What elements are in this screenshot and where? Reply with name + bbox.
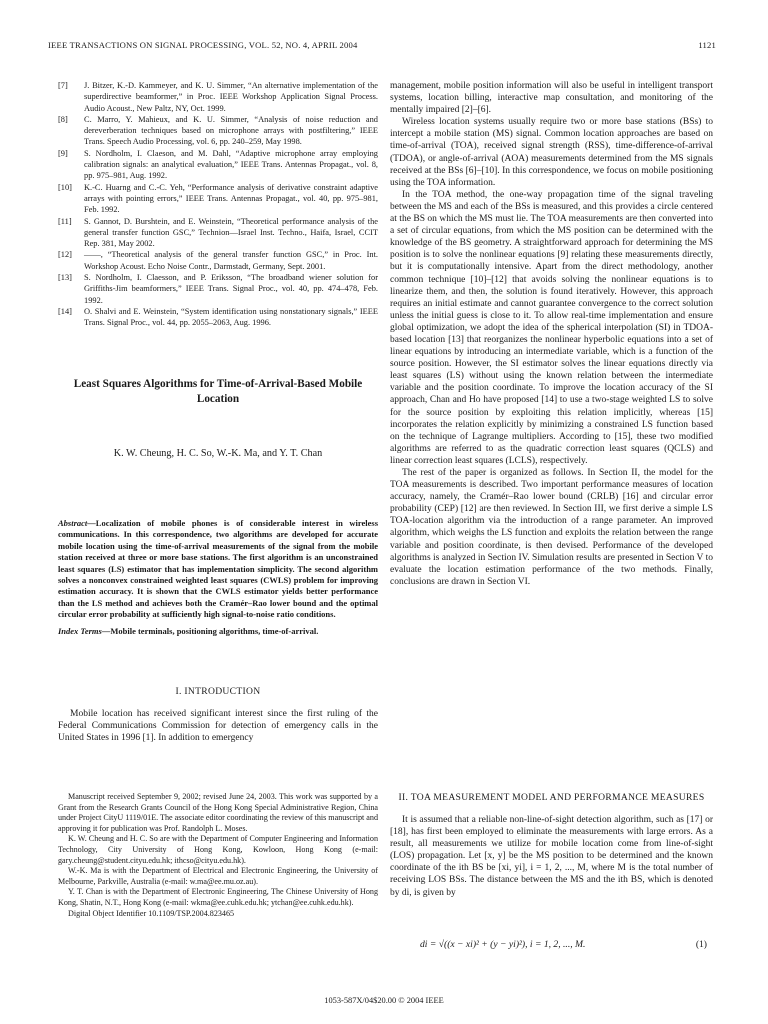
reference-text: S. Gannot, D. Burshtein, and E. Weinstein, “Theoretical performance analysis of the general transfer function GSC,” Technion—Israel Inst. Techno., Haifa, Israel, CCIT Rep. 381, May 2002. — [84, 216, 378, 249]
page-number: 1121 — [698, 40, 716, 50]
reference-item — [58, 114, 378, 148]
section-heading-toa-model: II. TOA MEASUREMENT MODEL AND PERFORMANCE MEASURES — [398, 792, 705, 803]
reference-text: O. Shalvi and E. Weinstein, “System identification using nonstationary signals,” IEEE Trans. Signal Proc., vol. 44, pp. 2055–2063, Aug. 1996. — [84, 306, 378, 328]
equation-number: (1) — [695, 939, 707, 950]
reference-list — [58, 80, 378, 329]
copyright-footer: 1053-587X/04$20.00 © 2004 IEEE — [324, 996, 444, 1005]
index-terms-label: Index Terms— — [58, 626, 111, 636]
reference-item — [58, 249, 378, 272]
reference-number: [14] — [58, 306, 72, 316]
footnote-affiliation-1: K. W. Cheung and H. C. So are with the Department of Computer Engineering and Information Technology, City University of Hong Kong, Kowloon, Hong Kong (e-mail: gary.cheung@student.cityu.edu.hk; ithcso@cityu.edu.hk). — [58, 834, 378, 865]
equation-expression: di = √((x − xi)² + (y − yi)²), i = 1, 2, ..., M. — [420, 939, 586, 950]
index-terms-text: Mobile terminals, positioning algorithms, time-of-arrival. — [110, 626, 319, 636]
reference-number: [7] — [58, 81, 68, 90]
body-paragraph: The rest of the paper is organized as follows. In Section II, the model for the TOA measurements is described. Two important performance measures of location accuracy, namely, the Cramér–Rao lower bound (CRLB) [16] and circular error probability (CEP) [12] are then reviewed. In Section III, we first derive a simple LS TOA-location algorithm via the introduction of a range parameter. An improved algorithm, which weighs the LS function and exploits the relation between the range variable and position coordinate, is then devised. Performance of the developed algorithms is analyzed in Section IV. Simulation results are presented in Section V to evaluate the location estimation performance of the two methods. Finally, conclusions are drawn in Section VI. — [390, 468, 713, 587]
reference-text: S. Nordholm, I. Claesson, and P. Eriksson, “The broadband wiener solution for Griffiths-Jim beamformers,” IEEE Trans. Signal Proc., vol. 40, pp. 474–478, Feb. 1992. — [84, 273, 378, 305]
equation-1 — [390, 939, 713, 957]
introduction-text — [58, 708, 378, 744]
index-terms — [58, 626, 378, 637]
reference-text: K.-C. Huarng and C.-C. Yeh, “Performance analysis of derivative constraint adaptive arrays with pointing errors,” IEEE Trans. Antennas Propagat., vol. 40, pp. 975–981, Feb. 1992. — [84, 182, 378, 215]
intro-paragraph: Mobile location has received significant interest since the first ruling of the Federal Communications Commission for detection of emergency calls in the United States in 1996 [1]. In addition to emergency — [58, 709, 378, 744]
body-paragraph: Wireless location systems usually require two or more base stations (BSs) to intercept a mobile station (MS) signal. Common location approaches are based on time-of-arrival (TOA), received signal strength (RSS), time-difference-of-arrival (TDOA), or angle-of-arrival (AOA) measurements determined from the MS signals received at the BSs [6]–[10]. In this correspondence, we focus on mobile positioning using the TOA information. — [390, 117, 713, 188]
reference-item — [58, 182, 378, 216]
article-authors: K. W. Cheung, H. C. So, W.-K. Ma, and Y. T. Chan — [113, 448, 323, 459]
abstract-label: Abstract— — [58, 518, 96, 528]
reference-text: ——, “Theoretical analysis of the general transfer function GSC,” in Proc. Int. Workshop Acoust. Echo Noise Contr., Darmstadt, Germany, Sept. 2001. — [84, 250, 378, 271]
reference-number: [8] — [58, 114, 68, 124]
footnote — [58, 792, 378, 919]
reference-number: [12] — [58, 250, 72, 260]
reference-text: C. Marro, Y. Mahieux, and K. U. Simmer, “Analysis of noise reduction and dereverberation techniques based on microphone arrays with postfiltering,” IEEE Trans. Speech Audio Processing, vol. 6, pp. 240–259, May 1998. — [84, 114, 378, 147]
body-paragraph: It is assumed that a reliable non-line-of-sight detection algorithm, such as [17] or [18], has first been employed to eliminate the measurements with large errors. As a result, all measurements we utilize for mobile location come from line-of-sight (LOS) propagation. Let [x, y] be the MS position to be determined and the known coordinate of the ith BS be [xi, yi], i = 1, 2, ..., M, where M is the total number of receiving LOS BSs. The distance between the MS and the ith BS, which is denoted by di, is given by — [390, 815, 713, 898]
body-paragraph: management, mobile position information will also be useful in intelligent transport systems, location billing, interactive map consultation, and monitoring of the mentally impaired [2]–[6]. — [390, 81, 713, 116]
reference-item — [58, 148, 378, 182]
right-column-text — [390, 80, 713, 588]
abstract-text: Localization of mobile phones is of considerable interest in wireless communications. In this correspondence, two algorithms are developed for accurate mobile location using the time-of-arrival measurements of the signal from the mobile station received at three or more base stations. The first algorithm is an unconstrained least squares (LS) estimator that has implementation simplicity. The second algorithm solves a nonconvex constrained weighted least squares (CWLS) problem for improving estimation accuracy. It is shown that the CWLS estimator yields better performance than the LS method and achieves both the Cramér–Rao lower bound and the optimal circular error probability at sufficiently high signal-to-noise ratio conditions. — [58, 518, 378, 620]
reference-item — [58, 272, 378, 306]
journal-title: IEEE TRANSACTIONS ON SIGNAL PROCESSING, VOL. 52, NO. 4, APRIL 2004 — [48, 40, 358, 50]
section-heading-introduction: I. INTRODUCTION — [175, 686, 261, 697]
footnote-manuscript: Manuscript received September 9, 2002; revised June 24, 2003. This work was supported by a Grant from the Research Grants Council of the Hong Kong Special Administrative Region, China under Project CityU 1119/01E. The associate editor coordinating the review of this manuscript and approving it for publication was Prof. Randolph L. Moses. — [58, 792, 378, 833]
reference-number: [11] — [58, 216, 72, 226]
reference-number: [13] — [58, 273, 72, 283]
body-paragraph: In the TOA method, the one-way propagation time of the signal traveling between the MS and each of the BSs is measured, and this provides a circle centered at the BS on which the MS must lie. The TOA measurements are then converted into a set of circular equations, from which the MS position can be determined with the knowledge of the BS geometry. A straightforward approach for determining the MS position is to solve the nonlinear equations [9] relating these measurements directly, but it is computationally intensive. Apart from the direct methodology, another common technique [10]–[12] that avoids solving the nonlinear equations is to linearize them, and then, the solution is found iteratively. However, this approach requires an initial estimate and cannot guarantee convergence to the correct solution unless the initial guess is close to it. To allow real-time implementation and ensure global optimization, we adopt the idea of the spherical interpolation (SI) in TDOA-based location [13] that reorganizes the nonlinear hyperbolic equations into a set of linear equations by introducing an intermediate variable, which is a function of the source position. However, the SI estimator solves the linear equations directly via least squares (LS) without using the known relation between the intermediate variable and the position coordinate. To improve the location accuracy of the SI approach, Chan and Ho have proposed [14] to use a two-stage weighted LS to solve for the source position by exploiting this relation implicitly, whereas [15] incorporates the relation explicitly by minimizing a constrained LS function based on the technique of Lagrange multipliers. According to [15], these two modified algorithms are referred to as the quadratic correction least squares (QCLS) and linear correction least squares (LCLS), respectively. — [390, 189, 713, 466]
reference-number: [10] — [58, 182, 72, 192]
reference-text: S. Nordholm, I. Claeson, and M. Dahl, “Adaptive microphone array employing calibration signals: an analytical evaluation,” IEEE Trans. Antennas Propagat., vol. 8, pp. 975–981, Aug. 1992. — [84, 148, 378, 181]
footnote-doi: Digital Object Identifier 10.1109/TSP.2004.823465 — [68, 908, 235, 918]
footnote-affiliation-2: W.-K. Ma is with the Department of Electrical and Electronic Engineering, the University of Melbourne, Parkville, Australia (e-mail: w.ma@ee.mu.oz.au). — [58, 866, 378, 886]
section2-text — [390, 814, 713, 899]
abstract — [58, 518, 378, 621]
reference-text: J. Bitzer, K.-D. Kammeyer, and K. U. Simmer, “An alternative implementation of the superdirective beamformer,” in Proc. IEEE Workshop Application Signal Process. Audio Acoust., New Paltz, NY, Oct. 1999. — [84, 81, 378, 113]
reference-number: [9] — [58, 148, 68, 158]
reference-item — [58, 306, 378, 329]
footnote-affiliation-3: Y. T. Chan is with the Department of Electronic Engineering, The Chinese University of Hong Kong, Shatin, N.T., Hong Kong (e-mail: wkma@ee.cuhk.edu.hk; ytchan@ee.cuhk.edu.hk). — [58, 887, 378, 907]
running-header — [48, 40, 716, 52]
reference-item — [58, 216, 378, 250]
reference-item — [58, 80, 378, 114]
article-title: Least Squares Algorithms for Time-of-Arrival-Based Mobile Location — [73, 378, 363, 405]
